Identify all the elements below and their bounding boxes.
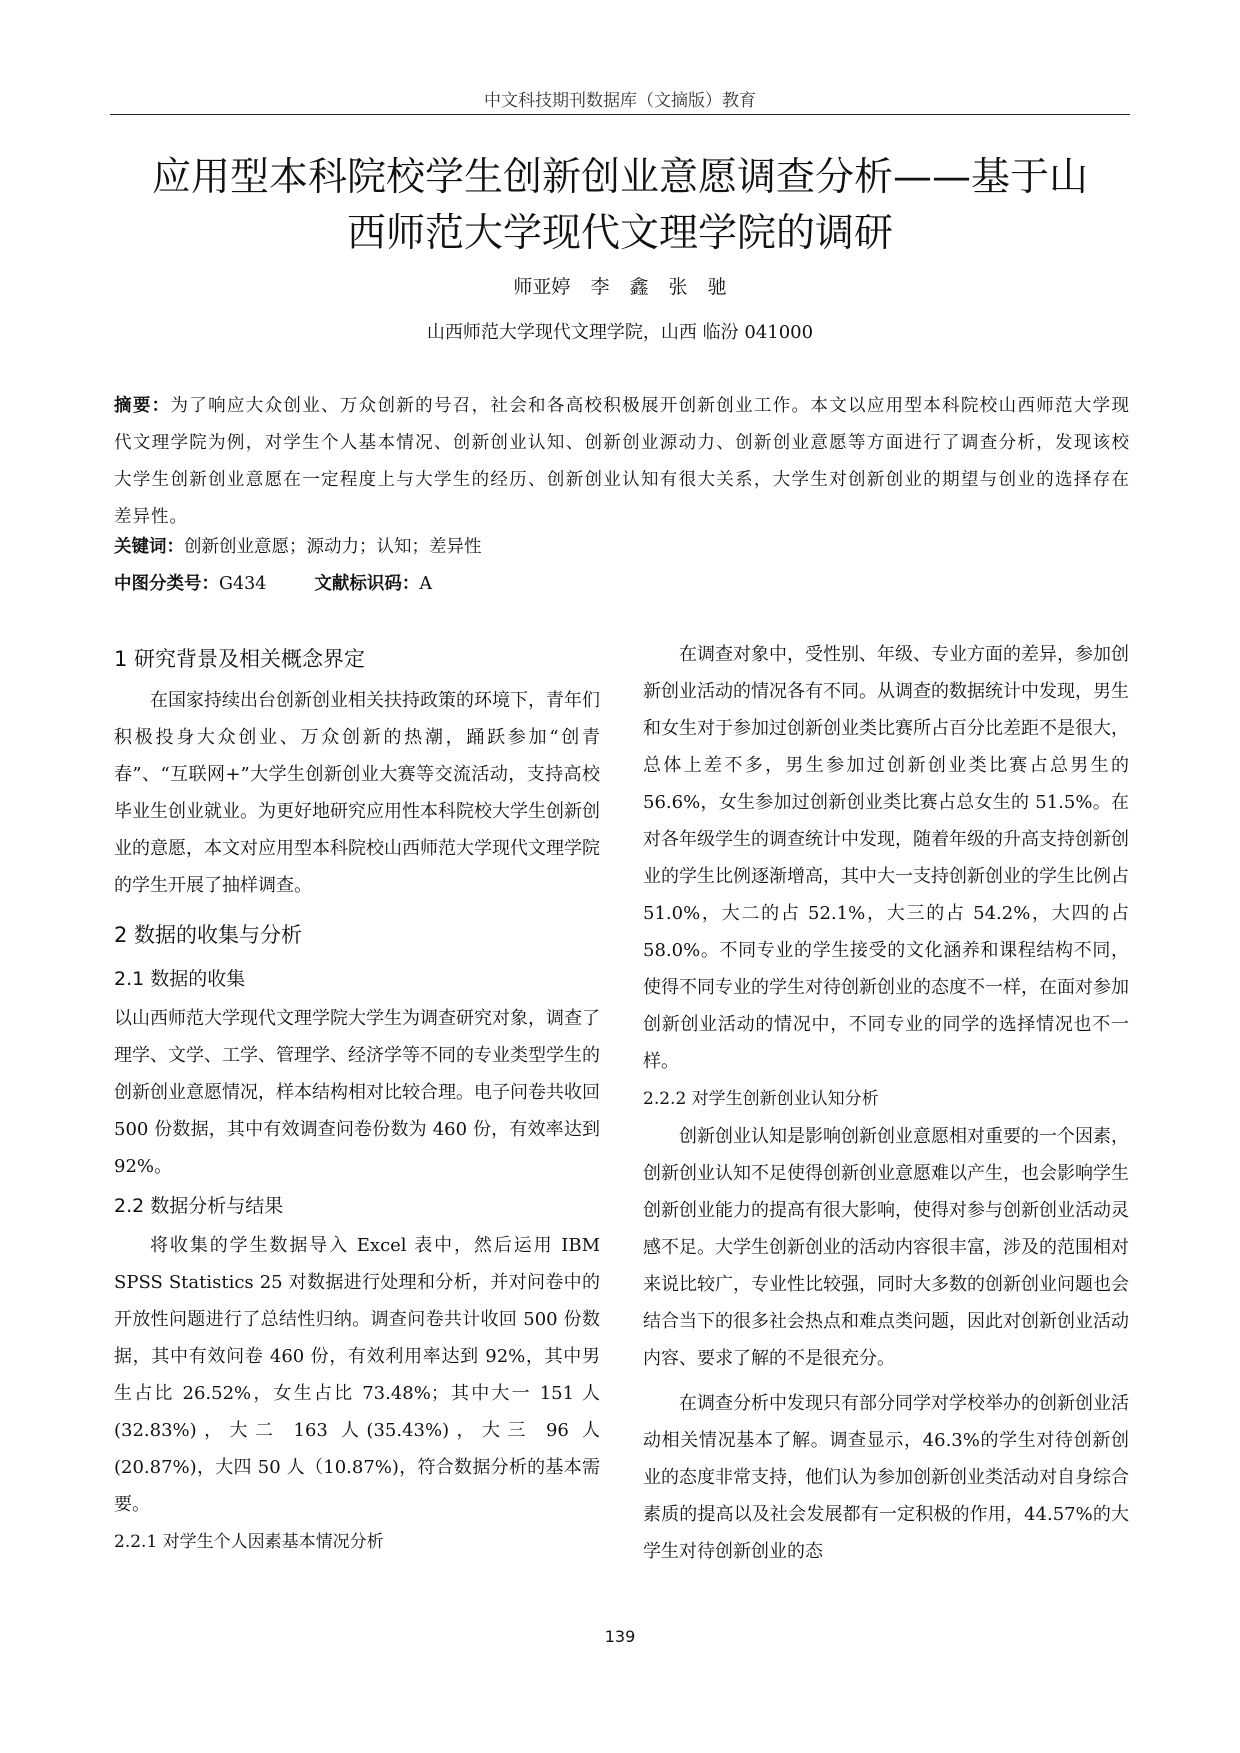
section-2-1-paragraph: 以山西师范大学现代文理学院大学生为调查研究对象，调查了理学、文学、工学、管理学、经济学等不同的专业类型学生的创新创业意愿情况，样本结构相对比较合理。电子问卷共收回 500 份数据，其中有效调查问卷份数为 460 份，有效率达到 92%。 — [114, 1008, 600, 1177]
section-1-heading: 1 研究背景及相关概念界定 — [114, 647, 366, 671]
section-1-paragraph: 在国家持续出台创新创业相关扶持政策的环境下，青年们积极投身大众创业、万众创新的热潮，踊跃参加“创青春”、“互联网+”大学生创新创业大赛等交流活动，支持高校毕业生创业就业。为更好地研究应用性本科院校大学生创新创业的意愿，本文对应用型本科院校山西师范大学现代文理学院的学生开展了抽样调查。 — [114, 690, 600, 896]
journal-header: 中文科技期刊数据库（文摘版）教育 — [484, 91, 756, 111]
section-2-2-1-heading: 2.2.1 对学生个人因素基本情况分析 — [114, 1532, 384, 1552]
doc-code-value: A — [419, 574, 433, 594]
section-2-1-heading: 2.1 数据的收集 — [114, 968, 246, 990]
abstract-text: 为了响应大众创业、万众创新的号召，社会和各高校积极展开创新创业工作。本文以应用型本科院校山西师范大学现代文理学院为例，对学生个人基本情况、创新创业认知、创新创业源动力、创新创业意愿等方面进行了调查分析，发现该校大学生创新创业意愿在一定程度上与大学生的经历、创新创业认知有很大关系，大学生对创新创业的期望与创业的选择存在差异性。 — [114, 396, 1131, 527]
right-paragraph-3: 在调查分析中发现只有部分同学对学校举办的创新创业活动相关情况基本了解。调查显示，46.3%的学生对待创新创业的态度非常支持，他们认为参加创新创业类活动对自身综合素质的提高以及社会发展都有一定积极的作用，44.57%的大学生对待创新创业的态 — [643, 1393, 1129, 1562]
section-2-2-heading: 2.2 数据分析与结果 — [114, 1195, 284, 1217]
section-2-heading: 2 数据的收集与分析 — [114, 923, 303, 947]
clc-value: G434 — [219, 574, 267, 594]
section-2-2-2-heading: 2.2.2 对学生创新创业认知分析 — [643, 1089, 879, 1109]
keywords-text: 创新创业意愿；源动力；认知；差异性 — [184, 537, 482, 557]
section-2-2-paragraph: 将收集的学生数据导入 Excel 表中，然后运用 IBM SPSS Statistics 25 对数据进行处理和分析，并对问卷中的开放性问题进行了总结性归纳。调查问卷共计收回 500 份数据，其中有效问卷 460 份，有效利用率达到 92%，其中男生占比 26.52%，女生占比 73.48%；其中大一 151 人 (32.83%)，大二 163 人(35.43%)，大三 96 人(20.87%)，大四 50 人（10.87%)，符合数据分析的基本需要。 — [114, 1235, 600, 1515]
affiliation: 山西师范大学现代文理学院，山西 临汾 041000 — [426, 322, 814, 343]
paper-title — [110, 150, 1130, 262]
authors: 师亚婷 李 鑫 张 驰 — [513, 276, 727, 298]
doc-code-label: 文献标识码： — [314, 574, 420, 594]
right-paragraph-2: 创新创业认知是影响创新创业意愿相对重要的一个因素，创新创业认知不足使得创新创业意愿难以产生，也会影响学生创新创业能力的提高有很大影响，使得对参与创新创业活动灵感不足。大学生创新创业的活动内容很丰富，涉及的范围相对来说比较广，专业性比较强，同时大多数的创新创业问题也会结合当下的很多社会热点和难点类问题，因此对创新创业活动内容、要求了解的不是很充分。 — [643, 1126, 1129, 1369]
abstract-label: 摘要： — [114, 396, 171, 416]
clc-label: 中图分类号： — [114, 574, 219, 594]
keywords — [114, 533, 482, 558]
keywords-label: 关键词： — [114, 537, 184, 557]
right-paragraph-1: 在调查对象中，受性别、年级、专业方面的差异，参加创新创业活动的情况各有不同。从调查的数据统计中发现，男生和女生对于参加过创新创业类比赛所占百分比差距不是很大，总体上差不多，男生参加过创新创业类比赛占总男生的 56.6%，女生参加过创新创业类比赛占总女生的 51.5%。在对各年级学生的调查统计中发现，随着年级的升高支持创新创业的学生比例逐渐增高，其中大一支持创新创业的学生比例占 51.0%，大二的占 52.1%，大三的占 54.2%，大四的占 58.0%。不同专业的学生接受的文化涵养和课程结构不同，使得不同专业的学生对待创新创业的态度不一样，在面对参加创新创业活动的情况中，不同专业的同学的选择情况也不一样。 — [643, 644, 1129, 1072]
header-rule — [110, 114, 1130, 115]
abstract — [114, 388, 1130, 536]
title-line-2: 西师范大学现代文理学院的调研 — [346, 211, 893, 256]
classification — [114, 570, 432, 595]
page-number: 139 — [604, 1627, 636, 1646]
right-column — [643, 636, 1129, 1570]
title-line-1: 应用型本科院校学生创新创业意愿调查分析——基于山 — [151, 155, 1088, 200]
left-column — [114, 636, 600, 1561]
